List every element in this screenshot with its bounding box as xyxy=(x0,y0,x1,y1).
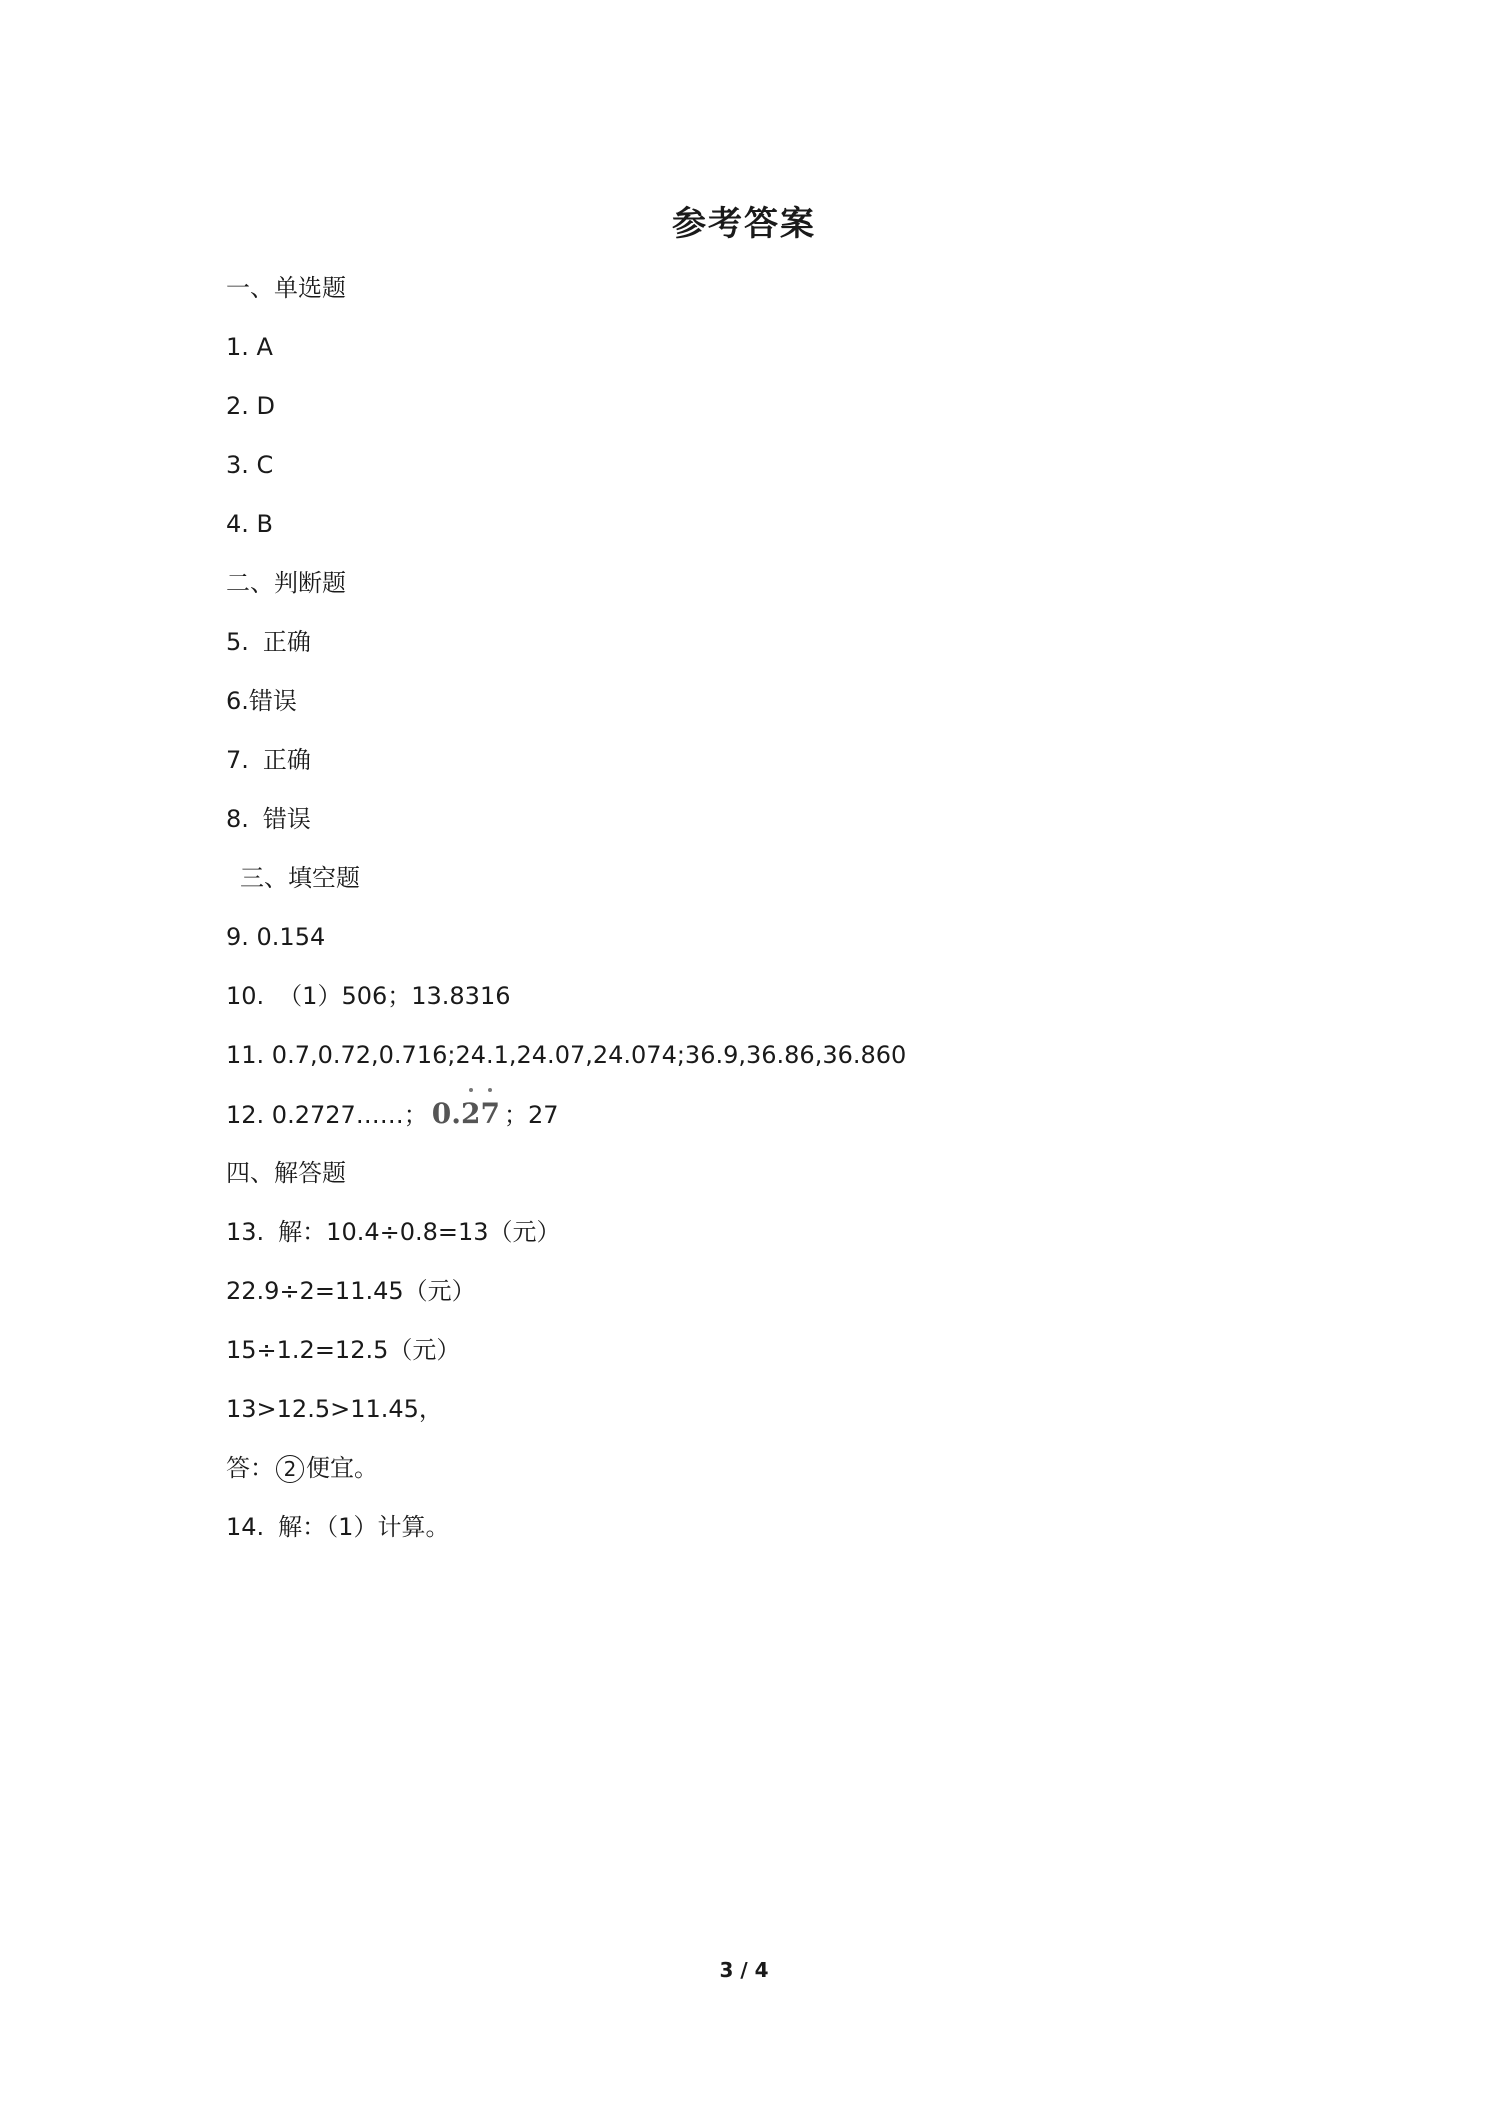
answer-13-step-3: 15÷1.2=12.5（元） xyxy=(226,1336,461,1364)
answer-14 xyxy=(226,1507,1326,1566)
answer-11: 11. 0.7,0.72,0.716;24.1,24.07,24.074;36.9,36.86,36.860 xyxy=(226,1041,907,1069)
answer-8-text: 错误 xyxy=(262,805,311,833)
repeating-decimal xyxy=(432,1094,500,1134)
repeat-dot-icon xyxy=(469,1088,473,1092)
section-heading-single-choice: 一、单选题 xyxy=(226,274,346,302)
repeating-decimal-integer: 0. xyxy=(431,1097,462,1130)
answer-8 xyxy=(226,799,1326,858)
answer-5-text: 正确 xyxy=(262,628,311,656)
answer-3: 3. C xyxy=(226,451,274,479)
answer-1: 1. A xyxy=(226,333,273,361)
answer-13-text: 解：10.4÷0.8=13（元） xyxy=(278,1218,561,1246)
answer-13-step-2: 22.9÷2=11.45（元） xyxy=(226,1277,476,1305)
answer-13 xyxy=(226,1212,1326,1271)
section-heading-true-false: 二、判断题 xyxy=(226,569,346,597)
section-heading-solution: 四、解答题 xyxy=(226,1159,346,1187)
answer-10 xyxy=(226,976,1326,1035)
answer-5 xyxy=(226,622,1326,681)
circled-number-icon: 2 xyxy=(276,1455,304,1483)
answer-13-comparison: 13>12.5>11.45， xyxy=(226,1395,443,1423)
answer-8-number: 8. xyxy=(226,805,249,833)
answer-12-suffix: ；27 xyxy=(503,1101,559,1129)
repeating-digit-first: 2 xyxy=(461,1094,480,1134)
answer-7-text: 正确 xyxy=(262,746,311,774)
answer-10-number: 10. xyxy=(226,982,265,1010)
repeating-digit-last: 7 xyxy=(481,1094,500,1134)
answer-7-number: 7. xyxy=(226,746,249,774)
answer-12 xyxy=(226,1094,1326,1153)
answer-2: 2. D xyxy=(226,392,276,420)
answer-7 xyxy=(226,740,1326,799)
answer-13-number: 13. xyxy=(226,1218,265,1246)
answer-14-text: 解：（1）计算。 xyxy=(278,1513,450,1541)
answer-10-text: （1）506；13.8316 xyxy=(278,982,511,1010)
answer-list xyxy=(226,268,1326,1566)
page-title: 参考答案 xyxy=(672,204,816,244)
answer-13-conclusion xyxy=(226,1448,1326,1507)
answer-5-number: 5. xyxy=(226,628,249,656)
answer-14-number: 14. xyxy=(226,1513,265,1541)
page-number: 3 / 4 xyxy=(719,1958,769,1982)
answer-13-conclusion-text: 便宜。 xyxy=(306,1454,378,1482)
section-heading-fill-blank: 三、填空题 xyxy=(240,864,360,892)
answer-12-prefix: 12. 0.2727……； xyxy=(226,1101,428,1129)
answer-9: 9. 0.154 xyxy=(226,923,326,951)
answer-13-conclusion-prefix: 答： xyxy=(226,1454,274,1482)
answer-6: 6.错误 xyxy=(226,687,297,715)
answer-4: 4. B xyxy=(226,510,273,538)
